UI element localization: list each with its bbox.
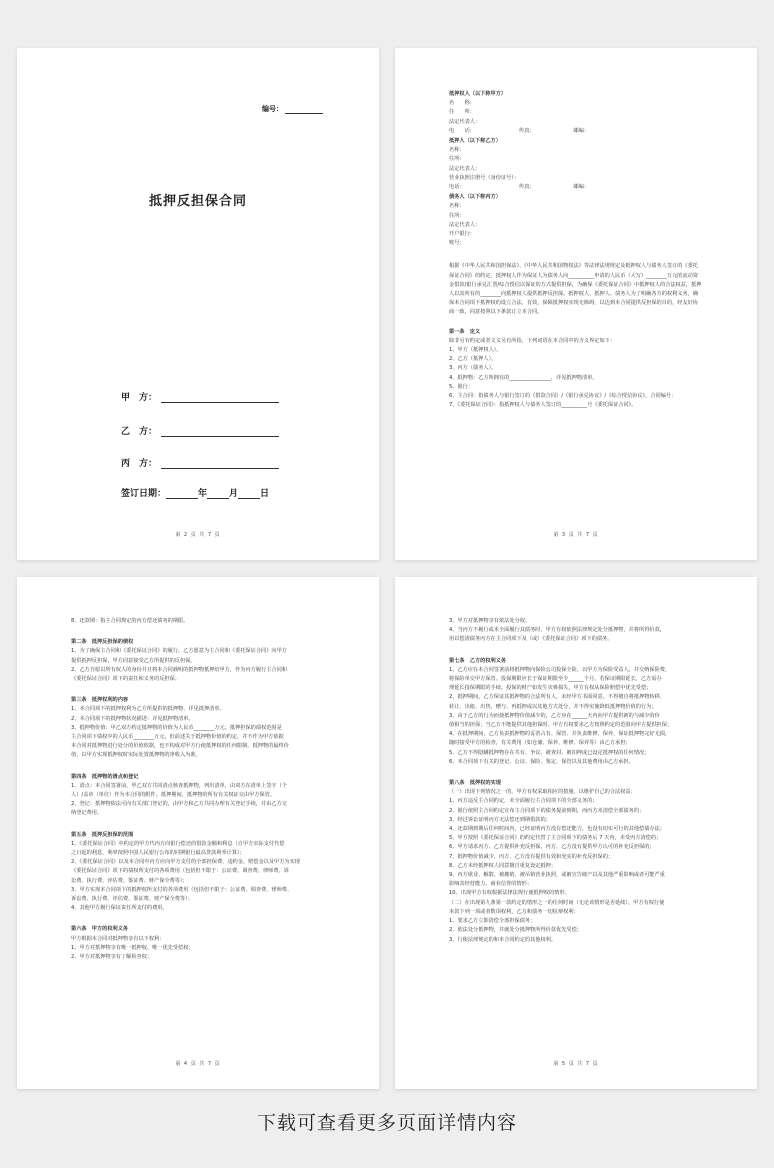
party-a-blank	[161, 393, 279, 403]
section-heading: 第二条 抵押反担保的债权	[71, 639, 134, 646]
section-heading: 第五条 抵押反担保的范围	[71, 831, 134, 838]
text-line: 纳登记费用。	[71, 810, 103, 817]
text-line: 2、抵押期间，乙方保证其抵押物的合法所有人，未经甲方书面同意，不得擅自将抵押物转移、	[449, 694, 665, 701]
page-footer: 第 3 页 共 7 页	[553, 532, 599, 538]
text-line: 1、本合同项下的抵押权利为乙方所提供的抵押物，详见抵押清单。	[71, 706, 225, 713]
page-footer: 第 5 页 共 7 页	[553, 1061, 599, 1067]
text-line: 理延长投保期限的手续。投保的财产如发生灾难损失，甲方有权从保险赔偿中优先受偿；	[449, 685, 652, 692]
text-line: 本款下列一项或者数项权利，乙方和债务一切抗辩权利：	[449, 908, 579, 915]
text-line: 转让、出租、出售、赠与、再抵押或以其他方式处分，并不得实施降低抵押物价值的行为；	[449, 703, 657, 710]
text-line: 住所：	[449, 156, 465, 163]
party-b-line: 乙 方：	[121, 424, 279, 437]
text-line: 1、为了确保主合同和《委托保证合同》的履行，乙方愿意为主合同和《委托保证合同》向甲方	[71, 648, 287, 655]
text-line: 2、依法处分抵押物，并就处分抵押物所得价款优先受偿；	[449, 927, 582, 934]
definition-item: 4、抵押物：乙方所拥有的________________，详见抵押物清单。	[449, 374, 598, 381]
text-line: 3、行使法律规定的和本合同约定的其他权利。	[449, 936, 557, 943]
text-line: 7、抵押物价值减少，丙方、乙方没有提供有效和充实的补充反担保的；	[449, 853, 614, 860]
text-line: 2、乙方自愿以所有权人的身份并且将本合同载明的抵押物抵押给甲方，作为丙方履行主合同和	[71, 666, 287, 673]
text-line: 电话： 传真： 邮编：	[449, 184, 590, 191]
page-footer: 第 2 页 共 7 页	[175, 532, 221, 538]
section-heading: 第三条 抵押权利的内容	[71, 697, 129, 704]
document-page-cover	[17, 48, 379, 560]
text-line: 2、银行依照主合同约定宣布主合同项下的债务提前到期，而丙方未清偿全部债务的；	[449, 807, 645, 814]
definition-item: 2、乙方（抵押人）。	[449, 356, 497, 363]
text-line: 主合同项下债权中的人民币________万元，但前述关于抵押物价值的约定，并不作为甲方依据	[71, 734, 284, 741]
text-line: 本合同对抵押物进行处分的价值依据，也不构成对甲方行使抵押权的任何限制。抵押物的最终价	[71, 743, 289, 750]
text-line: 2、本合同项下的抵押物状况描述：详见抵押物清单。	[71, 715, 194, 722]
text-line: 3、甲方对抵押物享有依法处分权；	[449, 618, 531, 624]
preamble-paragraph: 根据《中华人民共和国担保法》、《中华人民共和国物权法》等法律法规规定及抵押权人与债务人签订的《委托保证合同》的约定，抵押权人作为保证人为债务人向__________申请的人民币（大写）________万元的流动资金借款/银行承兑汇票/综合授信以保证的方式提供担保。为确保《委托保证合同》中抵押权人的合法权益，抵押人以其所有的________向抵押权人提供抵押反担保。抵押权人、抵押人、债务人为了明确各方的权利义务，确保本合同项下抵押权的设立合法、有效，保障抵押权实现无障碍，以达到本合同提供反担保的目的，经友好协商一致，同意按照以下条款订立本合同。	[449, 263, 702, 316]
text-line: 之日起的利息，利率按照中国人民银行公布的同期银行最高贷款利率计算）；	[71, 850, 245, 857]
contract-title: 抵押反担保合同	[148, 194, 247, 209]
text-line: 电 话： 传真： 邮编：	[449, 127, 590, 134]
text-line: 3、抵押物价值：甲乙双方约定抵押物的价值为人民币________万元。抵押担保的债权范围是	[71, 724, 282, 731]
text-line: 影响其经营能力、商业信誉的情形；	[449, 881, 533, 888]
page-footer: 第 4 页 共 7 页	[175, 1061, 221, 1067]
text-line: 值相当的担保；当乙方不能提供其他担保时，甲方有权要求乙方按照约定的范围向甲方提供担保；	[449, 722, 673, 729]
text-line: 账号：	[449, 240, 465, 247]
document-number-blank	[285, 113, 323, 114]
party-info-block	[449, 90, 703, 248]
definition-item: 6、主合同：指债务人与银行签订的《借款合同》/《银行承兑协议》/《综合授信协议》，合同编号：	[449, 393, 677, 400]
sign-date: 签订日期： 年 月 日	[121, 489, 270, 499]
text-line: 开户银行：	[449, 231, 475, 238]
page-body	[71, 617, 325, 962]
text-line: 5、甲方按照《委托保证合同》的约定代替了主合同项下的债务后 7 天内，未受丙方清偿的；	[449, 835, 662, 842]
text-line: 随时接受甲方的检查，有关费用（如仓储、保养、维修、保养等）由乙方承担；	[449, 740, 631, 747]
party-b-blank	[161, 427, 279, 437]
text-line: 名称：	[449, 147, 465, 154]
text-line: 法定代表人：	[449, 165, 481, 172]
text-line: 8、乙方未经抵押权人同意擅自重复设定抵押；	[449, 862, 557, 869]
section-heading: 债务人（以下称丙方）	[449, 194, 501, 201]
text-line: 3、甲方实现本合同项下的抵押权所支付的各项费用（包括但不限于：公证费、调查费、律师费、	[71, 886, 293, 893]
section-heading: 第一条 定义	[449, 328, 481, 335]
text-line: 4、当丙方不履行或未全面履行其债务时，甲方有权依照法律规定处分抵押物，并将所得价款，	[449, 627, 665, 634]
document-page-terms-2	[395, 577, 757, 1089]
text-line: 4、还款期到期后任何时间内，已经证明丙方没有偿还能力，也没有切实可行的其他偿债办法；	[449, 826, 665, 833]
text-line: 9、丙方歇业、解散、被撤销、被吊销营业执照，或被宣告破产以及其他严重影响或者可能严重	[449, 872, 665, 879]
section-heading: 第八条 抵押权的实现	[449, 780, 501, 787]
text-line: （二）在出现第九条第一款约定的情形之一的任何时间（无论该情形是否延续），甲方有权行使	[449, 899, 665, 906]
text-line: 3、经过诉讼证明丙方无法偿还到期借款的；	[449, 816, 551, 823]
text-line: 用以偿清债务丙方在主合同项下及（或）《委托保证合同》项下的债务。	[449, 636, 613, 643]
text-line: 4、在抵押期间，乙方负责抵押物的妥善占有、保管、并负责维修、保养，保证抵押物完好无损，	[449, 731, 671, 738]
text-line: 提供抵押反担保，甲方同意接受乙方所提供的反担保。	[71, 657, 196, 664]
text-line: 甲方根据本合同对抵押物享有以下权利：	[71, 935, 165, 942]
text-line: 名 称：	[449, 100, 475, 107]
text-line: 值，以甲方实现抵押权时实际处置抵押物的净收入为准。	[71, 752, 201, 759]
text-line: 2、《委托保证合同》以及本合同中丙方应向甲方支付的全部担保费、违约金、赔偿金以及甲方为实现	[71, 859, 300, 866]
text-line: 名称：	[449, 203, 465, 210]
definition-item: 1、甲方（抵押权人）。	[449, 347, 502, 354]
party-c-blank	[161, 459, 279, 469]
section-heading: 抵押权人（以下称甲方）	[449, 91, 507, 97]
definitions-list	[449, 337, 703, 411]
section-heading: 抵押人（以下称乙方）	[449, 138, 501, 145]
page-body	[449, 90, 703, 411]
page-body	[449, 617, 703, 945]
section-heading: 第六条 甲方的权利义务	[71, 926, 129, 933]
text-line: 4、其他甲方履行保证责任所支付的费用。	[71, 905, 168, 912]
text-line: 人）/盖章（单位）作为本合同的附件。抵押期间，抵押物的所有有关权证交由甲方保管。	[71, 792, 276, 799]
text-line: 营业执照注册号（身份证号）：	[449, 174, 520, 181]
party-c-line: 丙 方：	[121, 456, 279, 469]
text-line: 2、登记：抵押物依法可向有关部门登记的，由甲方和乙方共同办理有关登记手续，并由乙方交	[71, 801, 287, 808]
text-line: 5、乙方不得隐瞒抵押物存在共有、争议、被查封、被扣押或已设定抵押权的任何情况；	[449, 749, 650, 756]
section-heading: 第四条 抵押物的清点和登记	[71, 773, 139, 780]
text-line: 将保险单交甲方保管。投保期限应长于保证期限至少______个月。若保证期限延长，乙方需办	[449, 676, 662, 683]
text-line: 法定代表人：	[449, 118, 481, 125]
text-line: 3、由于乙方的行为而使抵押物价值减少的，乙方应在______天内向甲方提供新的与减少的价	[449, 712, 660, 719]
document-page-terms-1	[17, 577, 379, 1089]
definition-item: 3、丙方（债务人）。	[449, 365, 497, 372]
text-line: 1、甲方对抵押物享有唯一抵押权、唯一优先受偿权；	[71, 944, 194, 951]
text-line: 住 所：	[449, 109, 475, 116]
text-line: 《委托保证合同》项下的责任和义务的反担保。	[71, 676, 180, 683]
text-line: 诉讼费、执行费、评估费、鉴证费、财产保全费等）；	[71, 896, 193, 903]
document-page-parties	[395, 48, 757, 560]
section-heading: 第七条 乙方的权利义务	[449, 657, 507, 664]
text-line: 1、《委托保证合同》中约定的甲方代丙方向银行偿还的借款金额和利息（自甲方实际支付代偿	[71, 840, 285, 847]
definition-item: 5、银行：	[449, 383, 474, 390]
download-caption: 下载可查看更多页面详情内容	[256, 1112, 517, 1134]
text-line: 10、出现甲方有权根据法律法规行使抵押权的情形。	[449, 890, 570, 897]
text-line: 《委托保证合同》项下的债权所支付的各项费用（包括但不限于：公证费、调查费、律师费、诉	[71, 868, 289, 875]
text-line: 6、本合同项下有关的登记、公证、保险、鉴定、保管以及其他费用由乙方承担。	[449, 758, 634, 765]
definition-item: 7、《委托保证合同》：指抵押权人与债务人签订的__________号《委托保证合同》。	[449, 402, 637, 409]
text-line: 1、乙方应在本合同签署前将抵押物向保险公司投保全险，以甲方为保险受益人，并交纳保险费，	[449, 666, 671, 673]
text-line: 8、还款期：指主合同规定的丙方偿还债务的期限。	[71, 618, 189, 624]
text-line: 1、丙方违反主合同约定，未全面履行主合同项下的全部义务的；	[449, 798, 598, 805]
text-line: 讼费、执行费、评估费、鉴证费、财产保全费等）；	[71, 877, 188, 884]
text-line: 2、甲方对抵押物享有了解检查权；	[71, 954, 153, 961]
text-line: 6、甲方请求丙方、乙方提供补充反担保，丙方、乙方没有提供甲方认可的补充反担保的；	[449, 844, 655, 851]
document-number: 编号：	[262, 104, 323, 114]
text-line: 1、清点：本合同签署前，甲乙双方共同清点核查抵押物，列出清单，由双方在清单上签字（个	[71, 782, 287, 789]
text-line: 住所：	[449, 212, 465, 219]
definition-item: 除非另有约定或者文义另有所指，下列词语在本合同中的含义界定如下：	[449, 337, 616, 344]
text-line: （一）出现下列情况之一的，甲方有权采取相应的措施，以维护自己的合法权益：	[449, 789, 636, 796]
text-line: 1、要求乙方立即清偿全部担保债务；	[449, 918, 536, 925]
party-a-line: 甲 方：	[121, 390, 279, 403]
text-line: 法定代表人：	[449, 221, 481, 228]
